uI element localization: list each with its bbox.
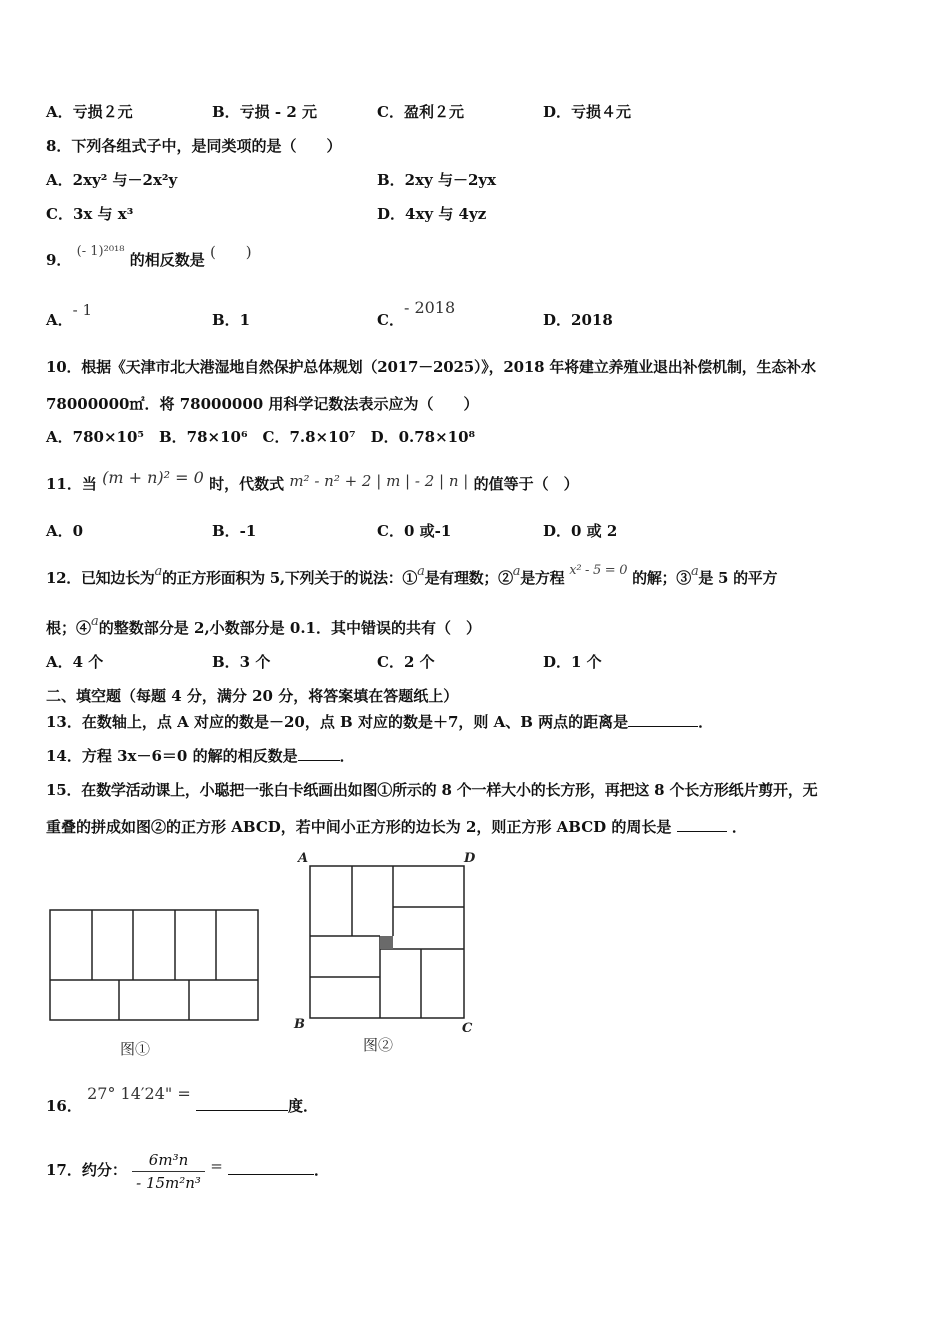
q11-end: 的值等于（ ） bbox=[473, 475, 579, 493]
q15-text: 重叠的拼成如图②的正方形 ABCD，若中间小正方形的边长为 2，则正方形 ABCD 的周长是 bbox=[46, 818, 672, 836]
q9-expression: (- 1)²⁰¹⁸ bbox=[76, 244, 125, 259]
q15-answer-blank[interactable] bbox=[677, 831, 727, 832]
q15-line-1: 15．在数学活动课上，小聪把一张白卡纸画出如图①所示的 8 个一样大小的长方形，再把这 8 个长方形纸片剪开，无 bbox=[46, 781, 818, 799]
q7-option-a: A．亏损２元 bbox=[46, 103, 133, 121]
q12-text-2: 的正方形面积为 5,下列关于的说法：① bbox=[161, 569, 418, 587]
q9-option-d: D．2018 bbox=[543, 311, 613, 329]
q17-equals: = bbox=[210, 1157, 223, 1175]
fig2-corner-a: A bbox=[298, 851, 309, 866]
q14-answer-blank[interactable] bbox=[298, 760, 340, 761]
q11-condition: (m + n)² = 0 bbox=[102, 468, 204, 487]
q8-stem: 8．下列各组式子中，是同类项的是（ ） bbox=[46, 137, 342, 155]
q11-option-b: B．-1 bbox=[212, 522, 257, 540]
q9-option-a-label: A． bbox=[46, 311, 73, 329]
q8-option-b: B．2xy 与－2yx bbox=[377, 171, 497, 189]
q9-option-b: B．1 bbox=[212, 311, 251, 329]
q11-number: 11．当 bbox=[46, 475, 97, 493]
q17-label: 17．约分： bbox=[46, 1161, 127, 1179]
fig2-center-square bbox=[380, 936, 393, 949]
q17-fraction bbox=[132, 1151, 205, 1192]
q12-line2-text-1: 根；④ bbox=[46, 619, 92, 637]
q16-stem bbox=[46, 1084, 319, 1116]
q12-option-b: B．3 个 bbox=[212, 653, 271, 671]
q12-text-6: 是 5 的平方 bbox=[698, 569, 778, 587]
q14-text: 14．方程 3x－6＝0 的解的相反数是 bbox=[46, 747, 298, 765]
q8-option-d: D．4xy 与 4yz bbox=[377, 205, 487, 223]
q9-text: 的相反数是 bbox=[129, 251, 205, 269]
q14-stem bbox=[46, 746, 355, 766]
q12-var-a-1: a bbox=[154, 564, 162, 579]
q17-denominator: - 15m²n³ bbox=[136, 1173, 201, 1192]
q16-answer-blank[interactable] bbox=[196, 1110, 288, 1111]
q9-stem bbox=[46, 243, 252, 272]
q9-number: 9． bbox=[46, 251, 72, 269]
q12-text-3: 是有理数；② bbox=[424, 569, 513, 587]
q13-stem bbox=[46, 712, 713, 732]
q12-line-2 bbox=[46, 614, 481, 640]
q7-option-d: D．亏损４元 bbox=[543, 103, 632, 121]
q8-option-a: A．2xy² 与－2x²y bbox=[46, 171, 178, 189]
q12-equation: x² - 5 = 0 bbox=[569, 563, 628, 578]
q12-option-d: D．1 个 bbox=[543, 653, 602, 671]
q9-paren: ( ) bbox=[209, 243, 252, 261]
q12-line-1 bbox=[46, 563, 778, 590]
q11-option-a: A．0 bbox=[46, 522, 84, 540]
q17-end: ． bbox=[314, 1161, 330, 1179]
q11-option-c: C．0 或-1 bbox=[377, 522, 452, 540]
q9-option-c-value: - 2018 bbox=[403, 298, 456, 317]
q17-stem bbox=[46, 1148, 329, 1192]
section-2-heading: 二、填空题（每题 4 分，满分 20 分，将答案填在答题纸上） bbox=[46, 687, 459, 705]
q12-text-1: 12．已知边长为 bbox=[46, 569, 155, 587]
q9-option-c bbox=[377, 298, 456, 330]
q11-expression: m² - n² + 2 | m | - 2 | n | bbox=[289, 472, 469, 490]
q13-answer-blank[interactable] bbox=[628, 726, 698, 727]
q17-answer-blank[interactable] bbox=[228, 1174, 314, 1175]
q10-line-2: 78000000㎡．将 78000000 用科学记数法表示应为（ ） bbox=[46, 395, 479, 413]
q16-number: 16． bbox=[46, 1097, 82, 1115]
fig1-outline bbox=[50, 910, 258, 1020]
q12-line2-text-2: 的整数部分是 2,小数部分是 0.1．其中错误的共有（ ） bbox=[98, 619, 481, 637]
fig2-corner-c: C bbox=[462, 1021, 473, 1036]
q15-line-2 bbox=[46, 817, 747, 837]
q12-var-a-4: a bbox=[690, 564, 699, 579]
q10-line-1: 10．根据《天津市北大港湿地自然保护总体规划（2017－2025）》，2018 年将建立养殖业退出补偿机制，生态补水 bbox=[46, 358, 816, 376]
q13-end: ． bbox=[698, 713, 714, 731]
fig2-corner-b: B bbox=[294, 1017, 305, 1032]
q10-options: A．780×10⁵ B．78×10⁶ C．7.8×10⁷ D．0.78×10⁸ bbox=[46, 428, 476, 446]
q13-text: 13．在数轴上，点 A 对应的数是－20，点 B 对应的数是＋7，则 A、B 两点的距离是 bbox=[46, 713, 629, 731]
q14-end: ． bbox=[339, 747, 355, 765]
q12-var-a-5: a bbox=[91, 614, 99, 629]
q9-option-c-label: C． bbox=[377, 311, 404, 329]
q16-expression: 27° 14′24" = bbox=[87, 1084, 191, 1103]
q12-var-a-3: a bbox=[512, 564, 521, 579]
q11-stem bbox=[46, 468, 579, 494]
q11-mid: 时，代数式 bbox=[209, 475, 285, 493]
q9-option-a bbox=[46, 301, 93, 330]
q9-option-a-value: - 1 bbox=[72, 301, 93, 319]
q12-option-c: C．2 个 bbox=[377, 653, 435, 671]
q17-numerator: 6m³n bbox=[132, 1151, 205, 1172]
q12-text-5: 的解；③ bbox=[632, 569, 691, 587]
q7-option-c: C．盈利２元 bbox=[377, 103, 464, 121]
q12-option-a: A．4 个 bbox=[46, 653, 104, 671]
fig2-caption: 图② bbox=[363, 1036, 394, 1054]
q12-text-4: 是方程 bbox=[520, 569, 565, 587]
q16-end: 度． bbox=[288, 1097, 319, 1115]
fig2-corner-d: D bbox=[464, 851, 476, 866]
q15-end: ． bbox=[731, 818, 747, 836]
q7-option-b: B．亏损 - 2 元 bbox=[212, 103, 318, 121]
figure-1 bbox=[50, 910, 258, 1020]
fig1-caption: 图① bbox=[120, 1040, 151, 1058]
figures bbox=[0, 840, 520, 1070]
q8-option-c: C．3x 与 x³ bbox=[46, 205, 134, 223]
q12-var-a-2: a bbox=[417, 564, 425, 579]
q11-option-d: D．0 或 2 bbox=[543, 522, 618, 540]
